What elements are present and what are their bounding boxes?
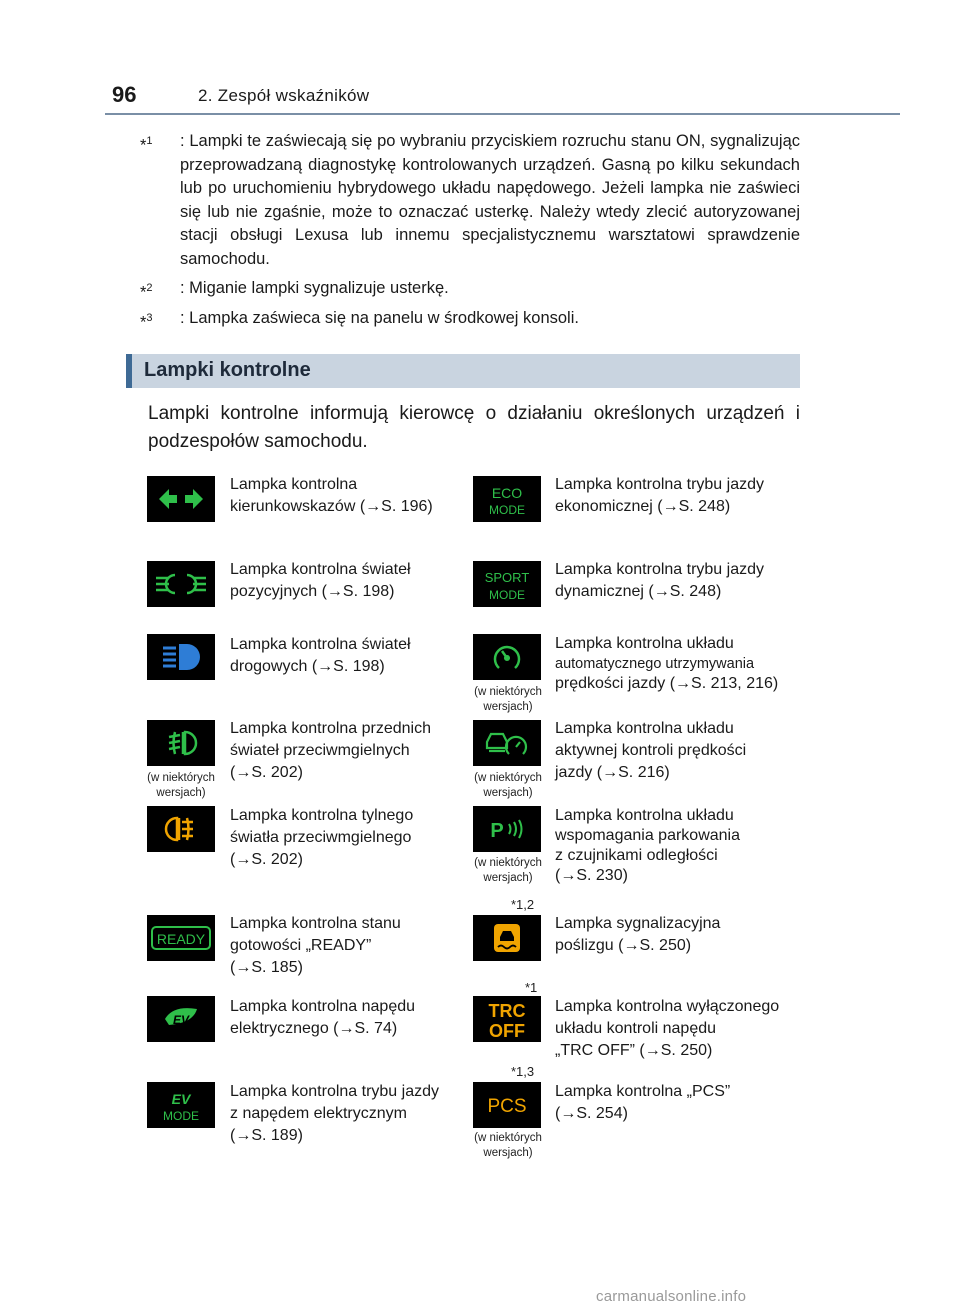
ev-mode-icon-text-1: EV: [171, 1091, 191, 1107]
footnote-3: [140, 307, 800, 331]
ev-mode-icon: [147, 1082, 215, 1128]
cruise-control-icon: [473, 634, 541, 680]
eco-mode-icon-text-1: ECO: [491, 485, 523, 501]
label-position-lights: Lampka kontrolna świateł pozycyjnych (→S. 198): [230, 561, 411, 600]
ready-icon: [147, 915, 215, 961]
ready-icon-text: READY: [156, 931, 206, 947]
label-ev: Lampka kontrolna napędu elektrycznego (→S. 74): [230, 998, 416, 1037]
variant-note: (w niektórych wersjach): [474, 686, 542, 713]
rear-fog-light-icon: [147, 806, 215, 852]
label-parking-sensor: Lampka kontrolna układu wspomagania parkowania z czujnikami odległości (→S. 230): [555, 807, 740, 884]
sport-mode-icon-text-2: MODE: [489, 588, 525, 602]
front-fog-light-icon: [147, 720, 215, 766]
header-rule: [105, 113, 900, 115]
section-heading: [126, 354, 800, 388]
high-beam-icon: [147, 634, 215, 680]
footnote-2: [140, 277, 800, 301]
radar-cruise-icon: [473, 720, 541, 766]
trc-off-icon-text-2: OFF: [489, 1021, 525, 1041]
eco-mode-icon: [473, 476, 541, 522]
label-ready: Lampka kontrolna stanu gotowości „READY” (→S. 185): [230, 915, 401, 976]
slip-indicator-icon: [473, 915, 541, 961]
trc-off-icon-text-1: TRC: [488, 1001, 526, 1021]
variant-note: (w niektórych wersjach): [147, 772, 215, 799]
parking-sensor-icon-text: P: [490, 820, 504, 842]
label-eco-mode: Lampka kontrolna trybu jazdy ekonomicznej (→S. 248): [555, 476, 764, 515]
footnote-ref: *1,3: [511, 1064, 535, 1079]
sport-mode-icon-text-1: SPORT: [484, 570, 530, 585]
label-slip-indicator: Lampka sygnalizacyjna poślizgu (→S. 250): [555, 915, 721, 954]
variant-note: (w niektórych wersjach): [474, 772, 542, 799]
footnote-text: : Lampki te zaświecają się po wybraniu przyciskiem rozruchu stanu ON, sygnalizując przeprowadzaną diagnostykę kontrolowanych urządzeń. Gasną po kilku sekundach lub po uruchomieniu hybrydowego układu napędowego. Jeżeli lampka nie zaświeci się lub nie zgaśnie, może to oznaczać usterkę. Należy wtedy zlecić autoryzowanej stacji obsługi Lexusa lub innemu specjalistycznemu warsztatowi sprawdzenie samochodu.: [180, 132, 800, 268]
label-cruise-control: Lampka kontrolna układu automatycznego utrzymywania prędkości jazdy (→S. 213, 216): [555, 635, 779, 692]
pcs-icon-text: PCS: [487, 1096, 527, 1117]
watermark: carmanualsonline.info: [596, 1288, 747, 1305]
footnote-1: [140, 130, 800, 271]
position-lights-icon: [147, 561, 215, 607]
chapter-title: 2. Zespół wskaźników: [198, 86, 370, 105]
ev-icon: [147, 996, 215, 1042]
footnote-text: : Lampka zaświeca się na panelu w środkowej konsoli.: [180, 309, 579, 327]
label-turn-signal: Lampka kontrolna kierunkowskazów (→S. 196): [230, 476, 433, 515]
section-accent-bar: [126, 354, 132, 388]
variant-note: (w niektórych wersjach): [474, 1132, 542, 1159]
footnote-marker: *$^2$: [140, 282, 153, 302]
ev-mode-icon-text-2: MODE: [163, 1109, 199, 1123]
parking-sensor-icon: [473, 806, 541, 852]
label-pcs: Lampka kontrolna „PCS” (→S. 254): [555, 1083, 731, 1122]
footnote-ref: *1,2: [511, 897, 535, 912]
eco-mode-icon-text-2: MODE: [489, 503, 525, 517]
page-number: 96: [112, 82, 137, 107]
footnote-marker: *$^3$: [140, 312, 153, 332]
footnote-marker: *$^1$: [140, 135, 153, 155]
intro-paragraph: Lampki kontrolne informują kierowcę o działaniu określonych urządzeń i podzespołów samochodu.: [148, 403, 800, 452]
turn-signal-arrows-icon: [147, 476, 215, 522]
label-high-beam: Lampka kontrolna świateł drogowych (→S. 198): [230, 636, 411, 675]
sport-mode-icon: [473, 561, 541, 607]
label-trc-off: Lampka kontrolna wyłączonego układu kontroli napędu „TRC OFF” (→S. 250): [555, 998, 780, 1059]
label-sport-mode: Lampka kontrolna trybu jazdy dynamicznej (→S. 248): [555, 561, 764, 600]
trc-off-icon: [473, 996, 541, 1042]
footnote-ref: *1: [525, 980, 538, 995]
label-front-fog: Lampka kontrolna przednich świateł przeciwmgielnych (→S. 202): [230, 720, 432, 781]
label-rear-fog: Lampka kontrolna tylnego światła przeciwmgielnego (→S. 202): [230, 807, 414, 868]
variant-note: (w niektórych wersjach): [474, 857, 542, 884]
label-ev-mode: Lampka kontrolna trybu jazdy z napędem elektrycznym (→S. 189): [230, 1083, 439, 1144]
section-title: Lampki kontrolne: [144, 359, 311, 381]
footnote-text: : Miganie lampki sygnalizuje usterkę.: [180, 279, 449, 297]
label-radar-cruise: Lampka kontrolna układu aktywnej kontroli prędkości jazdy (→S. 216): [555, 720, 747, 781]
pcs-icon: [473, 1082, 541, 1128]
ev-icon-text: EV: [172, 1013, 190, 1027]
